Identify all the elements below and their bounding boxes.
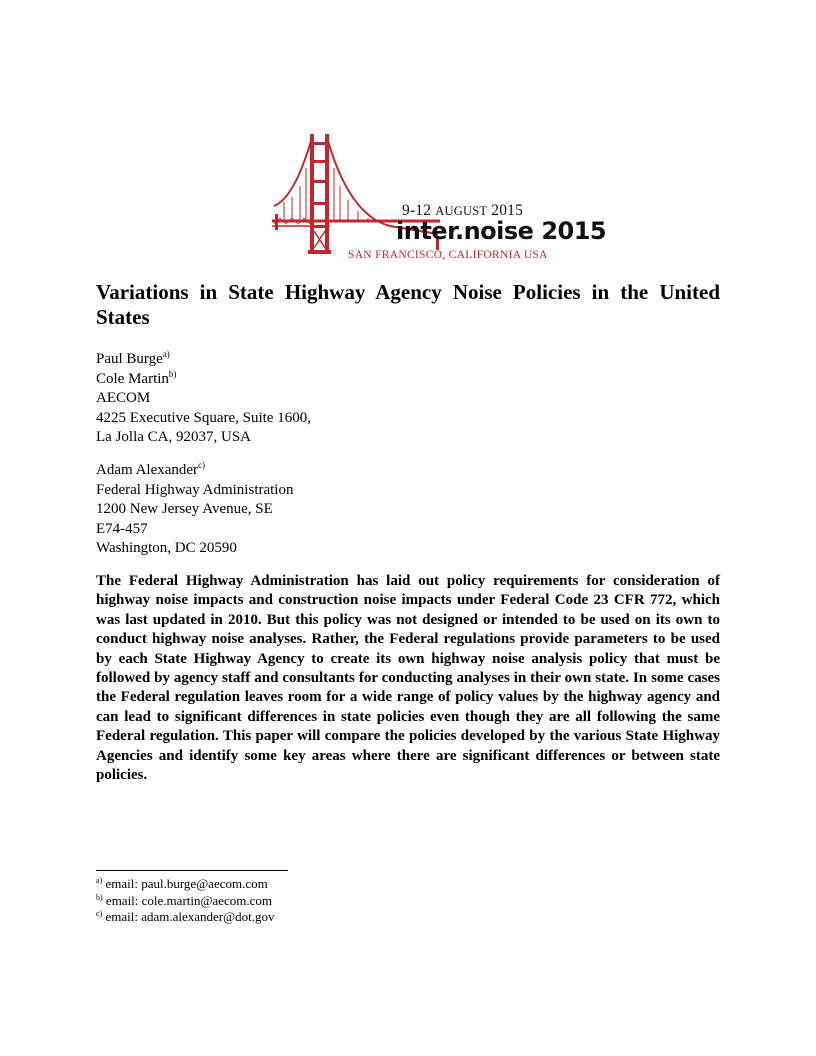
conference-logo <box>270 128 607 268</box>
affiliation-line: La Jolla CA, 92037, USA <box>96 429 251 445</box>
author-block-fhwa <box>96 461 496 559</box>
author-name: Paul Burge$^{a)}$ <box>96 349 170 367</box>
affiliation-line: 1200 New Jersey Avenue, SE <box>96 501 273 517</box>
footnotes <box>96 876 274 926</box>
footnote: $^{c)}$ email: adam.alexander@dot.gov <box>96 909 275 924</box>
affiliation-line: Washington, DC 20590 <box>96 540 237 556</box>
footnote: $^{a)}$ email: paul.burge@aecom.com <box>96 876 268 891</box>
footnote-mark: a) <box>162 349 170 359</box>
abstract: The Federal Highway Administration has laid out policy requirements for consideration of highway noise impacts and construction noise impacts under Federal Code 23 CFR 772, which was last updated in 2010. But this policy was not designed or intended to be used on its own to conduct highway noise analyses. Rather, the Federal regulations provide parameters to be used by each State Highway Agency to create its own highway noise analysis policy that must be followed by agency staff and consultants for conducting analyses in their own state. In some cases the Federal regulation leaves room for a wide range of policy values by the highway agency and can lead to significant differences in state policies even though they are all following the same Federal regulation. This paper will compare the policies developed by the various State Highway Agencies and identify some key areas where there are significant differences or between state policies. <box>96 573 720 784</box>
conference-date: 9-12 AUGUST 2015 <box>402 202 524 219</box>
footnote-divider <box>96 870 288 871</box>
conference-location: SAN FRANCISCO, CALIFORNIA USA <box>348 249 548 261</box>
footnote: $^{b)}$ email: cole.martin@aecom.com <box>96 892 273 908</box>
affiliation-line: Federal Highway Administration <box>96 481 294 498</box>
author-name: Cole Martin$^{b)}$ <box>96 368 177 387</box>
affiliation-line: 4225 Executive Square, Suite 1600, <box>96 409 311 426</box>
conference-name: inter.noise 2015 <box>396 217 607 245</box>
author-block-aecom <box>96 350 496 448</box>
affiliation-line: E74-457 <box>96 520 148 537</box>
paper-title: Variations in State Highway Agency Noise Policies in the United States <box>96 280 720 329</box>
affiliation-line: AECOM <box>96 390 151 406</box>
footnote-mark: c) <box>198 460 206 470</box>
author-name: Adam Alexander$^{c)}$ <box>96 460 206 478</box>
golden-gate-bridge-icon <box>270 128 550 268</box>
footnote-mark: b) <box>168 368 177 379</box>
